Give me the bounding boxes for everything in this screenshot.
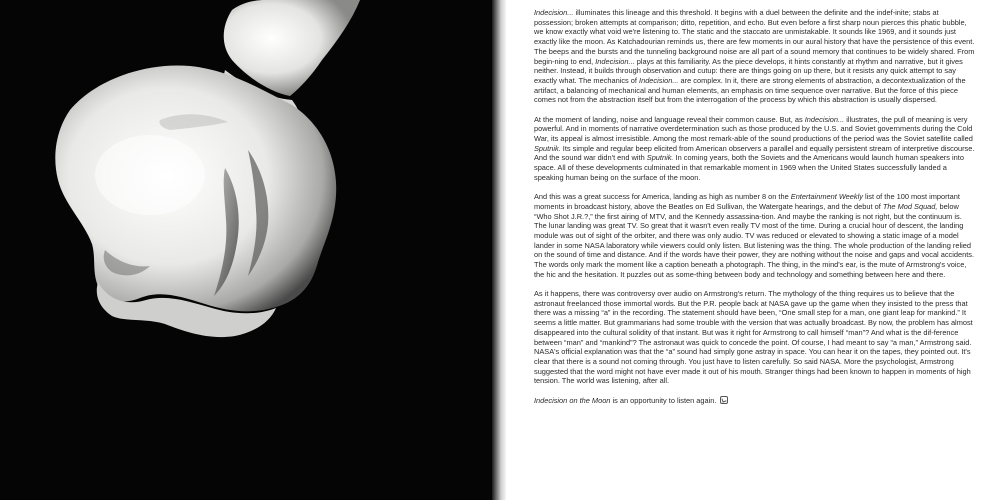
text-run-3: plays at this familiarity. As the piece develops, it hints constantly at rhythm and narrative, but it gives neither. Instead, it builds through observation and cutup: there are things going on up there, but it resists any quick attempt to say exactly what. The mechanics of [534, 56, 963, 85]
text-run-1: illuminates this lineage and this threshold. It begins with a duel between the definite and the indef-inite; stabs at possession; broken attempts at comparison; ditto, repetition, and echo. But even before a first sharp noun pierces this phatic bubble, we know exactly what void we're listening to. The static and the staccato are unmistakable. It sounds like 1969, and it sounds just exactly like the moon. As Katchadourian reminds us, there are few moments in our aural history that have the persistence of this event. The beeps and the bursts and the tunneling background noise are all part of a sound memory that continues to be widely shared. From begin-ning to end, [534, 8, 975, 66]
text-page [506, 0, 1000, 500]
italic-run-5: Sputnik. [646, 153, 674, 163]
text-run-2: illustrates, the pull of meaning is very powerful. And in moments of narrative overdetermination such as those produced by the U.S. and Soviet governments during the Cold War, its appeal is almost irresistible. Among the most remark-able of the sound productions of the period was the Soviet satellite called [534, 114, 973, 144]
text-run-4: below “Who Shot J.R.?,” the first airing of MTV, and the Kennedy assassina-tion. And maybe the ranking is not right, but the continuum is. The lunar landing was great TV. So great that it wasn't even really TV most of the time. During a crucial hour of descent, the landing module was out of sight of the orbiter, and there was only audio. TV was reduced or elevated to showing a static image of a model lander in some NASA laboratory while viewers could only listen. But listening was the thing. The whole production of the landing relied on the sound of time and distance. And if the words have their power, they are nothing without the noise and gaps and vocal accidents. The words only mark the moment like a caption beneath a photograph. The thing, in the mind's ear, is the mute of Armstrong's voice, the hic and the hesitation. It puzzles out as some-thing between body and technology and something between here and there. [534, 201, 975, 279]
closing-sentence [534, 396, 716, 405]
paragraph-4 [534, 289, 976, 386]
text-run-4: Its simple and regular beep elicited from American observers a parallel and equally persistent stream of interpretive discourse. And the sound war didn't end with [534, 143, 975, 163]
lumpy-object-photo [0, 0, 496, 500]
paragraph-2 [534, 115, 976, 183]
text-run-2: list of the 100 most important moments in broadcast history, above the Beatles on Ed Sullivan, the Watergate hearings, and the debut of [534, 192, 960, 211]
photo-page [0, 0, 496, 500]
paragraph-1 [534, 8, 976, 105]
text-run-5: are complex. In it, there are strong elements of abstraction, a decontextualization of the artifact, a balancing of mechanical and human elements, an emphasis on time sequence over narrative. But the force of this piece comes not from the abstraction itself but from the interrogation of the process by which this abstraction is usually dispersed. [534, 75, 966, 105]
italic-run-1: Indecision... [804, 114, 845, 124]
text-run-1: is an opportunity to listen again. [610, 395, 717, 405]
text-run-0: At the moment of landing, noise and language reveal their common cause. But, as [534, 114, 805, 124]
italic-run-4: Indecision... [639, 75, 679, 85]
text-run-0: As it happens, there was controversy over audio on Armstrong's return. The mythology of the thing requires us to believe that the astronaut freelanced those immortal words. But the P.R. people back at NASA gave up the game when they insisted to the press that there was a missing “a” in the recording. The statement should have been, “One small step for a man, one giant leap for mankind.” It seems a little matter. But grammarians had some trouble with the version that was actually broadcast. By now, the problem has almost disappeared into the cultural solidity of that instant. But was it right for Armstrong to call himself “man”? And what is the dif-ference between “man” and “mankind”? The astronaut was quick to concede the point. Of course, I had meant to say “a man,” Armstrong said. NASA's official explanation was that the “a” sound had simply gone astray in space. You can hear it on the tapes, they pointed out. It's clear that there is a sound not coming through. You just have to listen carefully. So said NASA. More the psychologist, Armstrong suggested that the word might not have ever made it out of his mouth. Stranger things had been known to happen in moments of high tension. The world was listening, after all. [534, 289, 973, 386]
essay-text [534, 8, 976, 405]
text-run-0: And this was a great success for America, landing as high as number 8 on the [534, 192, 791, 202]
italic-run-0: Indecision on the Moon [534, 395, 611, 405]
italic-run-1: Entertainment Weekly [790, 192, 863, 202]
italic-run-2: Indecision... [595, 56, 635, 66]
italic-run-0: Indecision... [534, 8, 574, 17]
paragraph-3 [534, 192, 976, 279]
text-run-6: In coming years, both the Soviets and the Americans would launch human speakers into space. All of these developments culminated in that remarkable moment in 1969 when the United States successfully landed a speaking human being on the surface of the moon. [534, 153, 964, 182]
italic-run-3: Sputnik. [534, 143, 561, 153]
paragraph-5 [534, 396, 976, 406]
end-mark-icon [720, 396, 728, 404]
italic-run-3: The Mod Squad, [882, 201, 938, 211]
book-gutter [492, 0, 506, 500]
